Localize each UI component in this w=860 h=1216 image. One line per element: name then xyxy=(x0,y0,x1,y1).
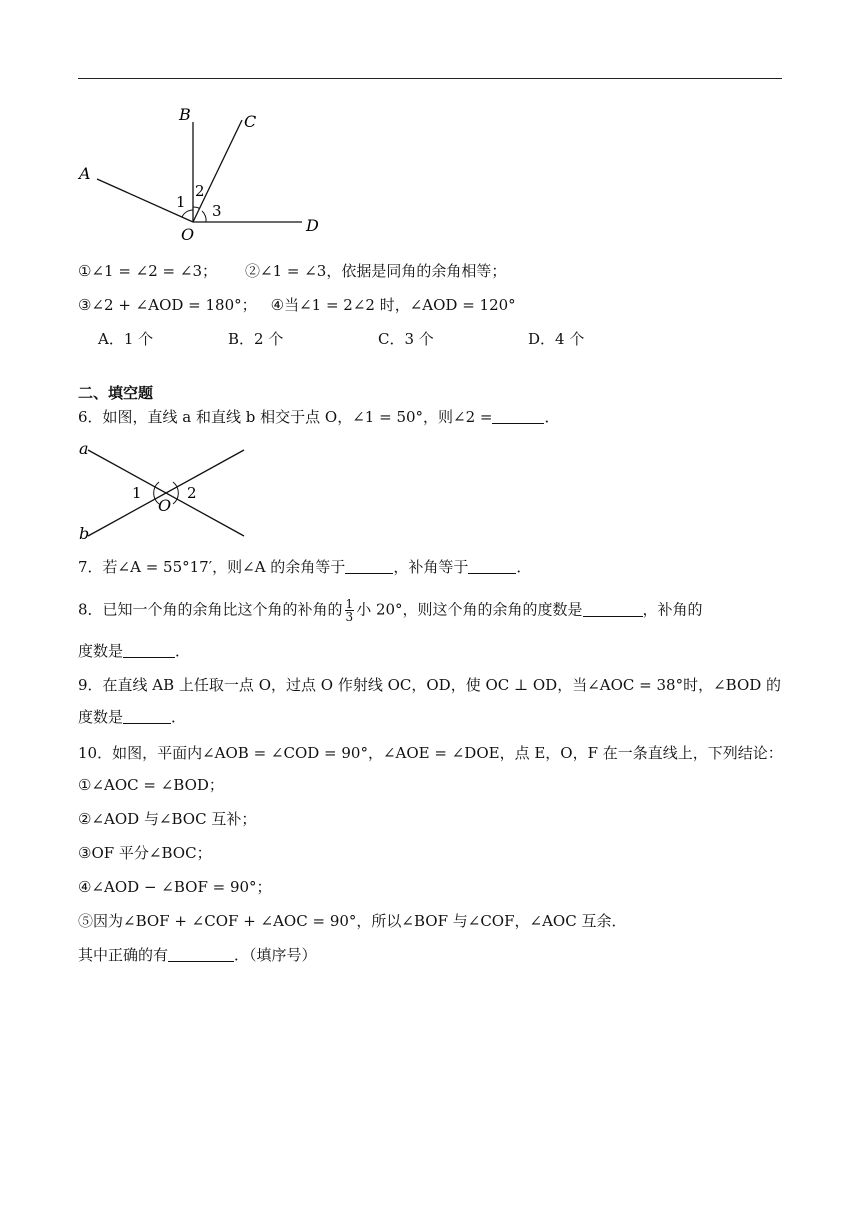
question-9-line-1: 9．在直线 AB 上任取一点 O，过点 O 作射线 OC，OD，使 OC ⊥ OD，当∠AOC = 38°时，∠BOD 的 xyxy=(78,676,782,694)
arc-angle-3 xyxy=(202,211,206,222)
q6-end: ． xyxy=(544,408,560,426)
label-angle-1: 1 xyxy=(132,484,142,502)
question-8-line-1 xyxy=(78,598,703,623)
q9-end: ． xyxy=(171,708,187,726)
q5-statements-row-1 xyxy=(78,260,506,282)
q10-conclusion-2: ②∠AOD 与∠BOC 互补； xyxy=(78,810,257,828)
question-9-line-2 xyxy=(78,706,186,728)
arc-angle-2 xyxy=(193,207,200,209)
q7-end: ． xyxy=(516,558,532,576)
question-6 xyxy=(78,406,560,428)
q9-answer-blank[interactable] xyxy=(123,707,171,724)
section-heading-fill-blank: 二、填空题 xyxy=(78,384,154,402)
q5-statement-2: ②∠1 = ∠3，依据是同角的余角相等； xyxy=(245,262,507,280)
fraction-denominator: 3 xyxy=(345,610,354,624)
label-point-o: O xyxy=(158,496,172,515)
fraction-one-third xyxy=(345,598,355,623)
question-10-stem: 10．如图，平面内∠AOB = ∠COD = 90°，∠AOE = ∠DOE，点 E，O，F 在一条直线上，下列结论： xyxy=(78,744,783,762)
label-line-a: a xyxy=(79,439,89,458)
label-o: O xyxy=(181,225,195,244)
q7-answer-blank-1[interactable] xyxy=(345,557,393,574)
q10-answer-blank[interactable] xyxy=(168,945,234,962)
figure-intersecting-lines xyxy=(70,438,260,543)
label-angle-2: 2 xyxy=(187,484,197,502)
arc-angle-1 xyxy=(182,210,193,217)
q9-text-2: 度数是 xyxy=(78,708,124,726)
q8-text-4: 度数是 xyxy=(78,642,124,660)
q5-statements-row-2 xyxy=(78,294,516,316)
q8-answer-blank-1[interactable] xyxy=(583,600,643,617)
label-angle-1: 1 xyxy=(176,193,186,211)
q5-statement-4: ④当∠1 = 2∠2 时，∠AOD = 120° xyxy=(270,296,516,314)
q10-final-prompt xyxy=(78,944,317,966)
q10-final-end: ．（填序号） xyxy=(234,946,317,964)
q8-answer-blank-2[interactable] xyxy=(123,641,175,658)
q10-conclusion-3: ③OF 平分∠BOC； xyxy=(78,844,212,862)
label-line-b: b xyxy=(79,524,90,543)
q7-text-1: 7．若∠A = 55°17′，则∠A 的余角等于 xyxy=(78,558,346,576)
header-rule xyxy=(78,78,782,79)
q10-conclusion-5: ⑤因为∠BOF + ∠COF + ∠AOC = 90°，所以∠BOF 与∠COF，∠AOC 互余． xyxy=(78,912,627,930)
label-b: B xyxy=(179,105,191,124)
arc-angle-2 xyxy=(173,482,178,504)
question-7 xyxy=(78,556,531,578)
label-d: D xyxy=(306,216,319,235)
label-c: C xyxy=(244,112,257,131)
q7-text-2: ，补角等于 xyxy=(393,558,469,576)
q5-option-a[interactable]: A．1 个 xyxy=(98,330,154,348)
label-a: A xyxy=(79,164,91,183)
q7-answer-blank-2[interactable] xyxy=(468,557,516,574)
question-8-line-2 xyxy=(78,640,190,662)
fraction-numerator: 1 xyxy=(345,597,354,611)
q5-statement-1: ①∠1 = ∠2 = ∠3； xyxy=(78,262,217,280)
q6-answer-blank[interactable] xyxy=(492,407,544,424)
q10-conclusion-1: ①∠AOC = ∠BOD； xyxy=(78,776,224,794)
q5-option-c[interactable]: C．3 个 xyxy=(378,330,434,348)
q5-option-d[interactable]: D．4 个 xyxy=(528,330,585,348)
q10-conclusion-4: ④∠AOD − ∠BOF = 90°； xyxy=(78,878,272,896)
figure-angles-aobcd xyxy=(70,100,330,245)
q8-text-3: ，补角的 xyxy=(642,600,703,619)
q5-statement-3: ③∠2 + ∠AOD = 180°； xyxy=(78,296,257,314)
q8-end: ． xyxy=(175,642,191,660)
q8-text-1: 8．已知一个角的余角比这个角的补角的 xyxy=(78,600,343,619)
q6-text: 6．如图，直线 a 和直线 b 相交于点 O，∠1 = 50°，则∠2 = xyxy=(78,408,493,426)
label-angle-3: 3 xyxy=(212,202,222,220)
q5-option-b[interactable]: B．2 个 xyxy=(228,330,284,348)
q10-final-text: 其中正确的有 xyxy=(78,946,169,964)
label-angle-2: 2 xyxy=(195,182,205,200)
q8-text-2: 小 20°，则这个角的余角的度数是 xyxy=(356,600,583,619)
